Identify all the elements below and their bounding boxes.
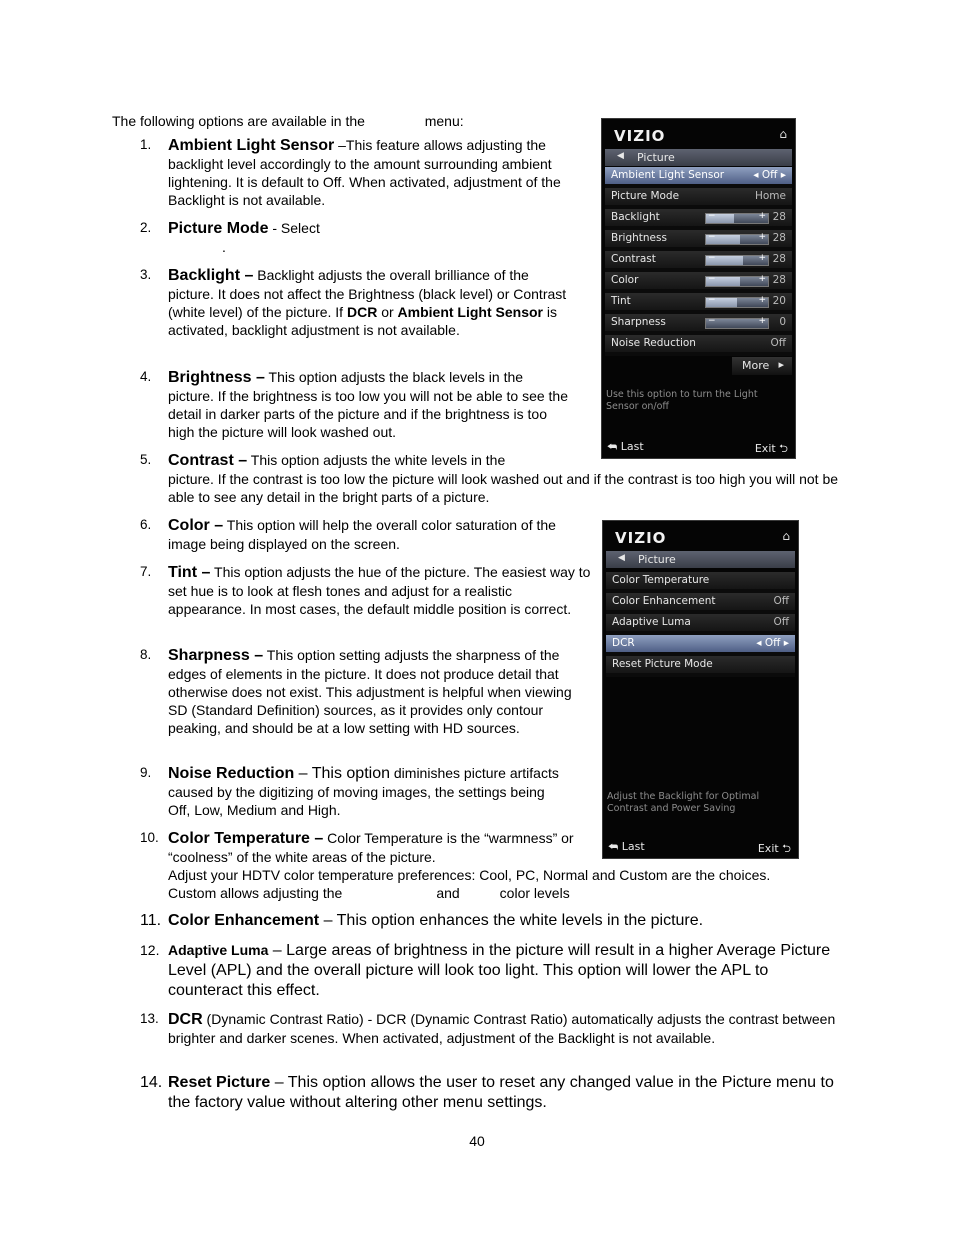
menu-row-label: Picture Mode bbox=[611, 190, 680, 202]
item-text: – This option enhances the white levels in the picture. bbox=[319, 912, 704, 929]
item-number: 5. bbox=[140, 452, 152, 467]
item-bold-term: Ambient Light Sensor bbox=[397, 304, 543, 320]
item-title: DCR bbox=[168, 1011, 203, 1028]
item-text: picture. If the contrast is too low the picture will look washed out and if the contrast is too high you will not be able to see any detail in the bright parts of a picture. bbox=[168, 471, 839, 505]
exit-button: Exit ⮌ bbox=[757, 842, 791, 855]
item-number: 12. bbox=[140, 942, 160, 958]
item-text: This option will help the overall color saturation of the image being displayed on the screen. bbox=[168, 517, 556, 552]
item-number: 9. bbox=[140, 765, 152, 780]
menu-row-value: Off bbox=[770, 337, 786, 349]
plus-icon: + bbox=[758, 295, 766, 305]
plus-icon: + bbox=[758, 211, 766, 221]
item-title: Noise Reduction bbox=[168, 765, 295, 782]
plus-icon: + bbox=[758, 232, 766, 242]
home-icon: ⌂ bbox=[779, 127, 787, 141]
item-separator: – bbox=[334, 137, 346, 153]
menu-row-label: Backlight bbox=[611, 211, 660, 223]
item-number: 4. bbox=[140, 369, 152, 384]
menu-title-bar bbox=[606, 551, 795, 568]
item-number: 11. bbox=[140, 912, 162, 929]
item-number: 2. bbox=[140, 220, 152, 235]
vizio-logo: VIZIO bbox=[614, 127, 666, 145]
item-text: Backlight adjusts the overall brilliance of the picture. It does not affect the Brightness (black level) or Contrast (white level) of the picture. If bbox=[168, 267, 567, 320]
more-label: More bbox=[742, 359, 770, 372]
minus-icon: − bbox=[708, 211, 716, 221]
plus-icon: + bbox=[758, 316, 766, 326]
item-title: Adaptive Luma bbox=[168, 942, 269, 958]
menu-row-value: 0 bbox=[779, 316, 786, 328]
menu-help-text: Use this option to turn the Light Sensor on/off bbox=[606, 389, 758, 412]
item-text: Adjust your HDTV color temperature preferences: Cool, PC, Normal and Custom are the choices. bbox=[168, 867, 771, 883]
menu-row-label: Brightness bbox=[611, 232, 667, 244]
item-text: This feature allows adjusting the backlight level accordingly to the amount surrounding ambient lightening. It is default to Off. When activated, adjustment of the Backlight is not available. bbox=[168, 137, 561, 208]
minus-icon: − bbox=[708, 295, 716, 305]
menu-row-value: 28 bbox=[772, 253, 786, 265]
item-text: and bbox=[436, 885, 460, 901]
menu-row-label: Reset Picture Mode bbox=[612, 658, 713, 670]
level-slider bbox=[705, 297, 769, 308]
level-slider bbox=[705, 213, 769, 224]
item-title: Sharpness – bbox=[168, 647, 264, 664]
menu-row bbox=[606, 635, 795, 656]
menu-row-value: 20 bbox=[772, 295, 786, 307]
item-separator: – This option bbox=[294, 765, 390, 782]
intro-prefix: The following options are available in the bbox=[112, 113, 365, 129]
menu-row bbox=[605, 167, 792, 188]
menu-row-label: Color Enhancement bbox=[612, 595, 716, 607]
menu-row bbox=[605, 209, 792, 230]
home-icon: ⌂ bbox=[782, 529, 790, 543]
level-slider bbox=[705, 255, 769, 266]
minus-icon: − bbox=[708, 232, 716, 242]
item-number: 7. bbox=[140, 564, 152, 579]
item-title: Reset Picture bbox=[168, 1074, 271, 1091]
intro-line bbox=[112, 113, 464, 129]
menu-row-value: Off bbox=[773, 616, 789, 628]
item-text: – This option allows the user to reset any changed value in the Picture menu to the factory value without altering other menu settings. bbox=[168, 1074, 834, 1111]
menu-row bbox=[606, 656, 795, 677]
last-button: ⮪ Last bbox=[607, 440, 644, 453]
menu-title-bar bbox=[605, 149, 792, 166]
menu-row bbox=[605, 335, 792, 356]
exit-button: Exit ⮌ bbox=[754, 442, 788, 455]
page-number: 40 bbox=[469, 1133, 485, 1149]
menu-row-value: Off bbox=[773, 595, 789, 607]
menu-title: Picture bbox=[637, 151, 675, 164]
item-text: is activated, backlight adjustment is not available. bbox=[168, 304, 557, 338]
menu-row bbox=[606, 572, 795, 593]
item-number: 8. bbox=[140, 647, 152, 662]
item-title: Picture Mode bbox=[168, 220, 269, 237]
menu-row-value: ◂ Off ▸ bbox=[753, 169, 786, 181]
menu-row-label: Tint bbox=[611, 295, 631, 307]
minus-icon: − bbox=[708, 274, 716, 284]
level-slider bbox=[705, 318, 769, 329]
menu-row-label: DCR bbox=[612, 637, 635, 649]
plus-icon: + bbox=[758, 274, 766, 284]
item-text: – Large areas of brightness in the picture will result in a higher Average Picture Level (APL) and the overall picture will look too light. This option will lower the APL to counteract this effect. bbox=[168, 942, 831, 999]
vizio-logo: VIZIO bbox=[615, 529, 667, 547]
menu-row-label: Ambient Light Sensor bbox=[611, 169, 725, 181]
item-number: 14. bbox=[140, 1074, 163, 1091]
menu-help-text: Adjust the Backlight for Optimal Contrast and Power Saving bbox=[607, 791, 760, 814]
level-slider bbox=[705, 234, 769, 245]
menu-row-label: Adaptive Luma bbox=[612, 616, 691, 628]
item-number: 1. bbox=[140, 137, 152, 152]
item-bold-term: DCR bbox=[346, 304, 378, 320]
item-title: Contrast – bbox=[168, 452, 248, 469]
menu-row bbox=[605, 293, 792, 314]
menu-row bbox=[605, 251, 792, 272]
item-title: Color – bbox=[168, 517, 224, 534]
menu-row-value: 28 bbox=[772, 232, 786, 244]
item-text: This option adjusts the hue of the picture. The easiest way to set hue is to look at flesh tones and adjust for a realistic appearance. In most cases, the default middle position is correct. bbox=[168, 564, 591, 617]
item-title: Brightness – bbox=[168, 369, 265, 386]
minus-icon: − bbox=[708, 253, 716, 263]
menu-row-label: Noise Reduction bbox=[611, 337, 696, 349]
menu-row-label: Color bbox=[611, 274, 639, 286]
item-text: Color Temperature is the “warmness” or “coolness” of the white areas of the picture. bbox=[168, 830, 574, 865]
back-arrow-icon: ◀ bbox=[617, 151, 624, 161]
minus-icon: − bbox=[708, 316, 716, 326]
picture-menu-screenshot bbox=[601, 118, 796, 459]
item-text: color levels bbox=[499, 885, 570, 901]
item-separator: (Dynamic Contrast Ratio) bbox=[202, 1011, 364, 1027]
item-text-line2: . bbox=[222, 239, 226, 255]
back-arrow-icon: ◀ bbox=[618, 553, 625, 563]
menu-footer bbox=[606, 840, 795, 856]
item-title: Backlight – bbox=[168, 267, 254, 284]
menu-row-value: 28 bbox=[772, 211, 786, 223]
menu-row-value: 28 bbox=[772, 274, 786, 286]
intro-suffix: menu: bbox=[424, 113, 464, 129]
item-text: diminishes picture artifacts caused by the digitizing of moving images, the settings being Off, Low, Medium and High. bbox=[168, 765, 559, 818]
chevron-right-icon: ▸ bbox=[778, 358, 784, 371]
item-title: Color Enhancement bbox=[168, 912, 320, 929]
menu-row bbox=[605, 314, 792, 335]
item-number: 13. bbox=[140, 1011, 159, 1026]
item-title: Tint – bbox=[168, 564, 211, 581]
menu-title: Picture bbox=[638, 553, 676, 566]
plus-icon: + bbox=[758, 253, 766, 263]
item-text: Custom allows adjusting the bbox=[168, 885, 343, 901]
menu-row bbox=[606, 593, 795, 614]
item-number: 10. bbox=[140, 830, 159, 845]
item-text: - DCR (Dynamic Contrast Ratio) automatically adjusts the contrast between brighter and darker scenes. When activated, adjustment of the Backlight is not available. bbox=[168, 1011, 836, 1046]
item-number: 3. bbox=[140, 267, 152, 282]
item-text: Select bbox=[280, 220, 320, 236]
menu-row-label: Sharpness bbox=[611, 316, 666, 328]
item-text: or bbox=[377, 304, 398, 320]
level-slider bbox=[705, 276, 769, 287]
item-text: This option adjusts the white levels in the bbox=[247, 452, 506, 468]
menu-row bbox=[605, 230, 792, 251]
menu-row-value: Home bbox=[754, 190, 786, 202]
menu-row-value: ◂ Off ▸ bbox=[756, 637, 789, 649]
picture-menu-screenshot bbox=[602, 520, 799, 859]
menu-row bbox=[606, 614, 795, 635]
more-button bbox=[732, 357, 792, 375]
menu-row bbox=[605, 272, 792, 293]
menu-row bbox=[605, 188, 792, 209]
menu-footer bbox=[605, 440, 792, 456]
item-text: This option setting adjusts the sharpness of the edges of elements in the picture. It does not produce detail that otherwise does not exist. This adjustment is helpful when viewing SD (Standard Definition) sources, as it provides only contour peaking, and should be at a low setting with HD sources. bbox=[168, 647, 572, 736]
item-text: This option adjusts the black levels in the picture. If the brightness is too low you will not be able to see the detail in darker parts of the picture and if the brightness is too high the picture will look washed out. bbox=[168, 369, 569, 440]
item-title: Color Temperature – bbox=[168, 830, 324, 847]
item-number: 6. bbox=[140, 517, 152, 532]
menu-row-label: Color Temperature bbox=[612, 574, 710, 586]
item-separator: - bbox=[268, 220, 281, 236]
menu-row-label: Contrast bbox=[611, 253, 656, 265]
last-button: ⮪ Last bbox=[608, 840, 645, 853]
item-title: Ambient Light Sensor bbox=[168, 137, 335, 154]
